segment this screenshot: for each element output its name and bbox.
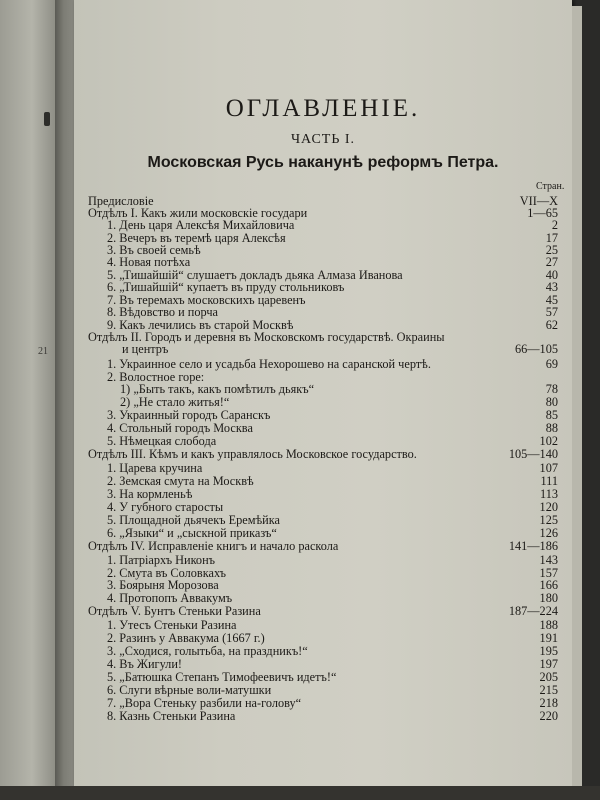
- page-column-label: Стран.: [536, 181, 565, 192]
- toc-entry-title: 4. Въ Жигули!: [107, 657, 182, 671]
- toc-entry-page: 143: [539, 553, 558, 567]
- page-edge: [572, 6, 582, 786]
- toc-entry-title: 5. „Батюшка Степанъ Тимофеевичъ идетъ!“: [107, 670, 337, 684]
- toc-entry-title: 4. Новая потѣха: [107, 255, 191, 269]
- toc-entry-page: 40: [545, 268, 558, 282]
- toc-entry-page: 187—224: [508, 604, 558, 618]
- toc-entry-page: 205: [539, 670, 558, 684]
- toc-entry-page: 66—105: [514, 342, 558, 356]
- toc-entry-title: Отдѣлъ IV. Исправленіе книгъ и начало раскола: [88, 539, 339, 553]
- toc-entry-page: 157: [539, 566, 558, 580]
- toc-entry-title: 4. Протопопъ Аввакумъ: [107, 591, 233, 605]
- toc-entry-page: 27: [545, 255, 558, 269]
- toc-entry-page: 141—186: [508, 539, 558, 553]
- toc-entry-title: Отдѣлъ III. Кѣмъ и какъ управлялось Московское государство.: [88, 447, 417, 461]
- toc-entry: [88, 540, 558, 553]
- toc-entry-title: 9. Какъ лечились въ старой Москвѣ: [107, 318, 294, 332]
- toc-entry-page: 195: [539, 644, 558, 658]
- toc-entry-title: 4. У губного старосты: [107, 500, 224, 514]
- toc-entry-title: Отдѣлъ II. Городъ и деревня въ Московскомъ государствѣ. Окраины: [88, 330, 445, 344]
- toc-entry-page: 88: [545, 421, 558, 435]
- toc-entry-title: 1. Патріархъ Никонъ: [107, 553, 216, 567]
- toc-entry: [122, 343, 558, 356]
- toc-entry-title: 1. Царева кручина: [107, 461, 203, 475]
- toc-entry-page: 197: [539, 657, 558, 671]
- toc-entry: [88, 448, 558, 461]
- toc-entry-page: 1—65: [527, 206, 558, 220]
- toc-entry-title: 1) „Быть такъ, какъ помѣтилъ дьякъ“: [120, 382, 315, 396]
- toc-entry-title: 1. День царя Алексѣя Михайловича: [107, 218, 295, 232]
- toc-entry-page: 191: [539, 631, 558, 645]
- toc-entry-title: 3. Украинный городъ Саранскъ: [107, 408, 271, 422]
- toc-entry-page: 62: [545, 318, 558, 332]
- part-subtitle: Московская Русь наканунѣ реформъ Петра.: [147, 154, 499, 171]
- bottom-shadow: [0, 786, 600, 800]
- toc-entry-page: 102: [539, 434, 558, 448]
- toc-entry-page: 17: [545, 231, 558, 245]
- toc-entry-page: 105—140: [508, 447, 558, 461]
- toc-entry-title: 3. Боярыня Морозова: [107, 578, 219, 592]
- toc-entry-title: 2. Смута въ Соловкахъ: [107, 566, 226, 580]
- toc-entry-page: 125: [539, 513, 558, 527]
- toc-entry-page: 107: [539, 461, 558, 475]
- toc-entry-page: 43: [545, 280, 558, 294]
- toc-entry: [88, 605, 558, 618]
- toc-entry-page: 25: [545, 243, 558, 257]
- toc-entry-page: 166: [539, 578, 558, 592]
- toc-entry-title: 8. Казнь Стеньки Разина: [107, 709, 236, 723]
- facing-page-number: 21: [38, 346, 48, 357]
- toc-entry-title: 1. Утесъ Стеньки Разина: [107, 618, 237, 632]
- toc-entry-page: 215: [539, 683, 558, 697]
- toc-entry-title: 5. Нѣмецкая слобода: [107, 434, 217, 448]
- toc-entry-page: 120: [539, 500, 558, 514]
- ink-mark: [44, 112, 50, 126]
- toc-entry-page: 113: [540, 487, 558, 501]
- toc-entry-title: 6. „Тишайшій“ купаетъ въ пруду стольниковъ: [107, 280, 345, 294]
- toc-entry-page: 180: [539, 591, 558, 605]
- toc-entry-title: 2) „Не стало житья!“: [120, 395, 230, 409]
- toc-entry-page: 220: [539, 709, 558, 723]
- toc-entry-title: 2. Вечеръ въ теремѣ царя Алексѣя: [107, 231, 286, 245]
- toc-entry-title: 7. „Вора Стеньку разбили на-голову“: [107, 696, 302, 710]
- toc-entry-page: 218: [539, 696, 558, 710]
- toc-entry-page: VII—X: [519, 194, 558, 208]
- toc-entry-title: и центръ: [122, 342, 169, 356]
- toc-entry-title: 3. Въ своей семьѣ: [107, 243, 201, 257]
- toc-entry-page: 78: [545, 382, 558, 396]
- toc-entry-page: 2: [551, 218, 558, 232]
- toc-entry-title: 5. Площадной дьячекъ Еремѣйка: [107, 513, 281, 527]
- toc-entry-title: 4. Стольный городъ Москва: [107, 421, 253, 435]
- toc-entry-title: 1. Украинное село и усадьба Нехорошево на саранской чертѣ.: [107, 357, 431, 371]
- toc-entry-title: 8. Вѣдовство и порча: [107, 305, 218, 319]
- toc-entry-page: 111: [540, 474, 558, 488]
- toc-entry-title: 3. „Сходися, голытьба, на праздникъ!“: [107, 644, 308, 658]
- toc-entry-title: Предисловіе: [88, 194, 154, 208]
- toc-entry-page: 188: [539, 618, 558, 632]
- toc-entry-page: 57: [545, 305, 558, 319]
- toc-entry-title: 2. Волостное горе:: [107, 370, 205, 384]
- toc-entry-title: 6. Слуги вѣрные воли-матушки: [107, 683, 272, 697]
- toc-entry-title: 5. „Тишайшій“ слушаетъ докладъ дьяка Алмаза Иванова: [107, 268, 403, 282]
- toc-entry: [107, 710, 558, 723]
- toc-entry-title: 2. Разинъ у Аввакума (1667 г.): [107, 631, 265, 645]
- toc-entry-title: Отдѣлъ V. Бунтъ Стеньки Разина: [88, 604, 261, 618]
- toc-entry-title: 2. Земская смута на Москвѣ: [107, 474, 254, 488]
- toc-entry-page: 45: [545, 293, 558, 307]
- toc-entry-page: 85: [545, 408, 558, 422]
- part-heading: ЧАСТЬ I.: [290, 132, 356, 147]
- toc-entry-title: 3. На кормленьѣ: [107, 487, 193, 501]
- toc-entry-page: 80: [545, 395, 558, 409]
- toc-entry-page: 126: [539, 526, 558, 540]
- toc-entry-title: 6. „Языки“ и „сыскной приказъ“: [107, 526, 277, 540]
- page-title: ОГЛАВЛЕНІЕ.: [225, 95, 421, 122]
- toc-entry-title: Отдѣлъ I. Какъ жили московскіе государи: [88, 206, 308, 220]
- toc-entry-page: 69: [545, 357, 558, 371]
- toc-entry-title: 7. Въ теремахъ московскихъ царевенъ: [107, 293, 306, 307]
